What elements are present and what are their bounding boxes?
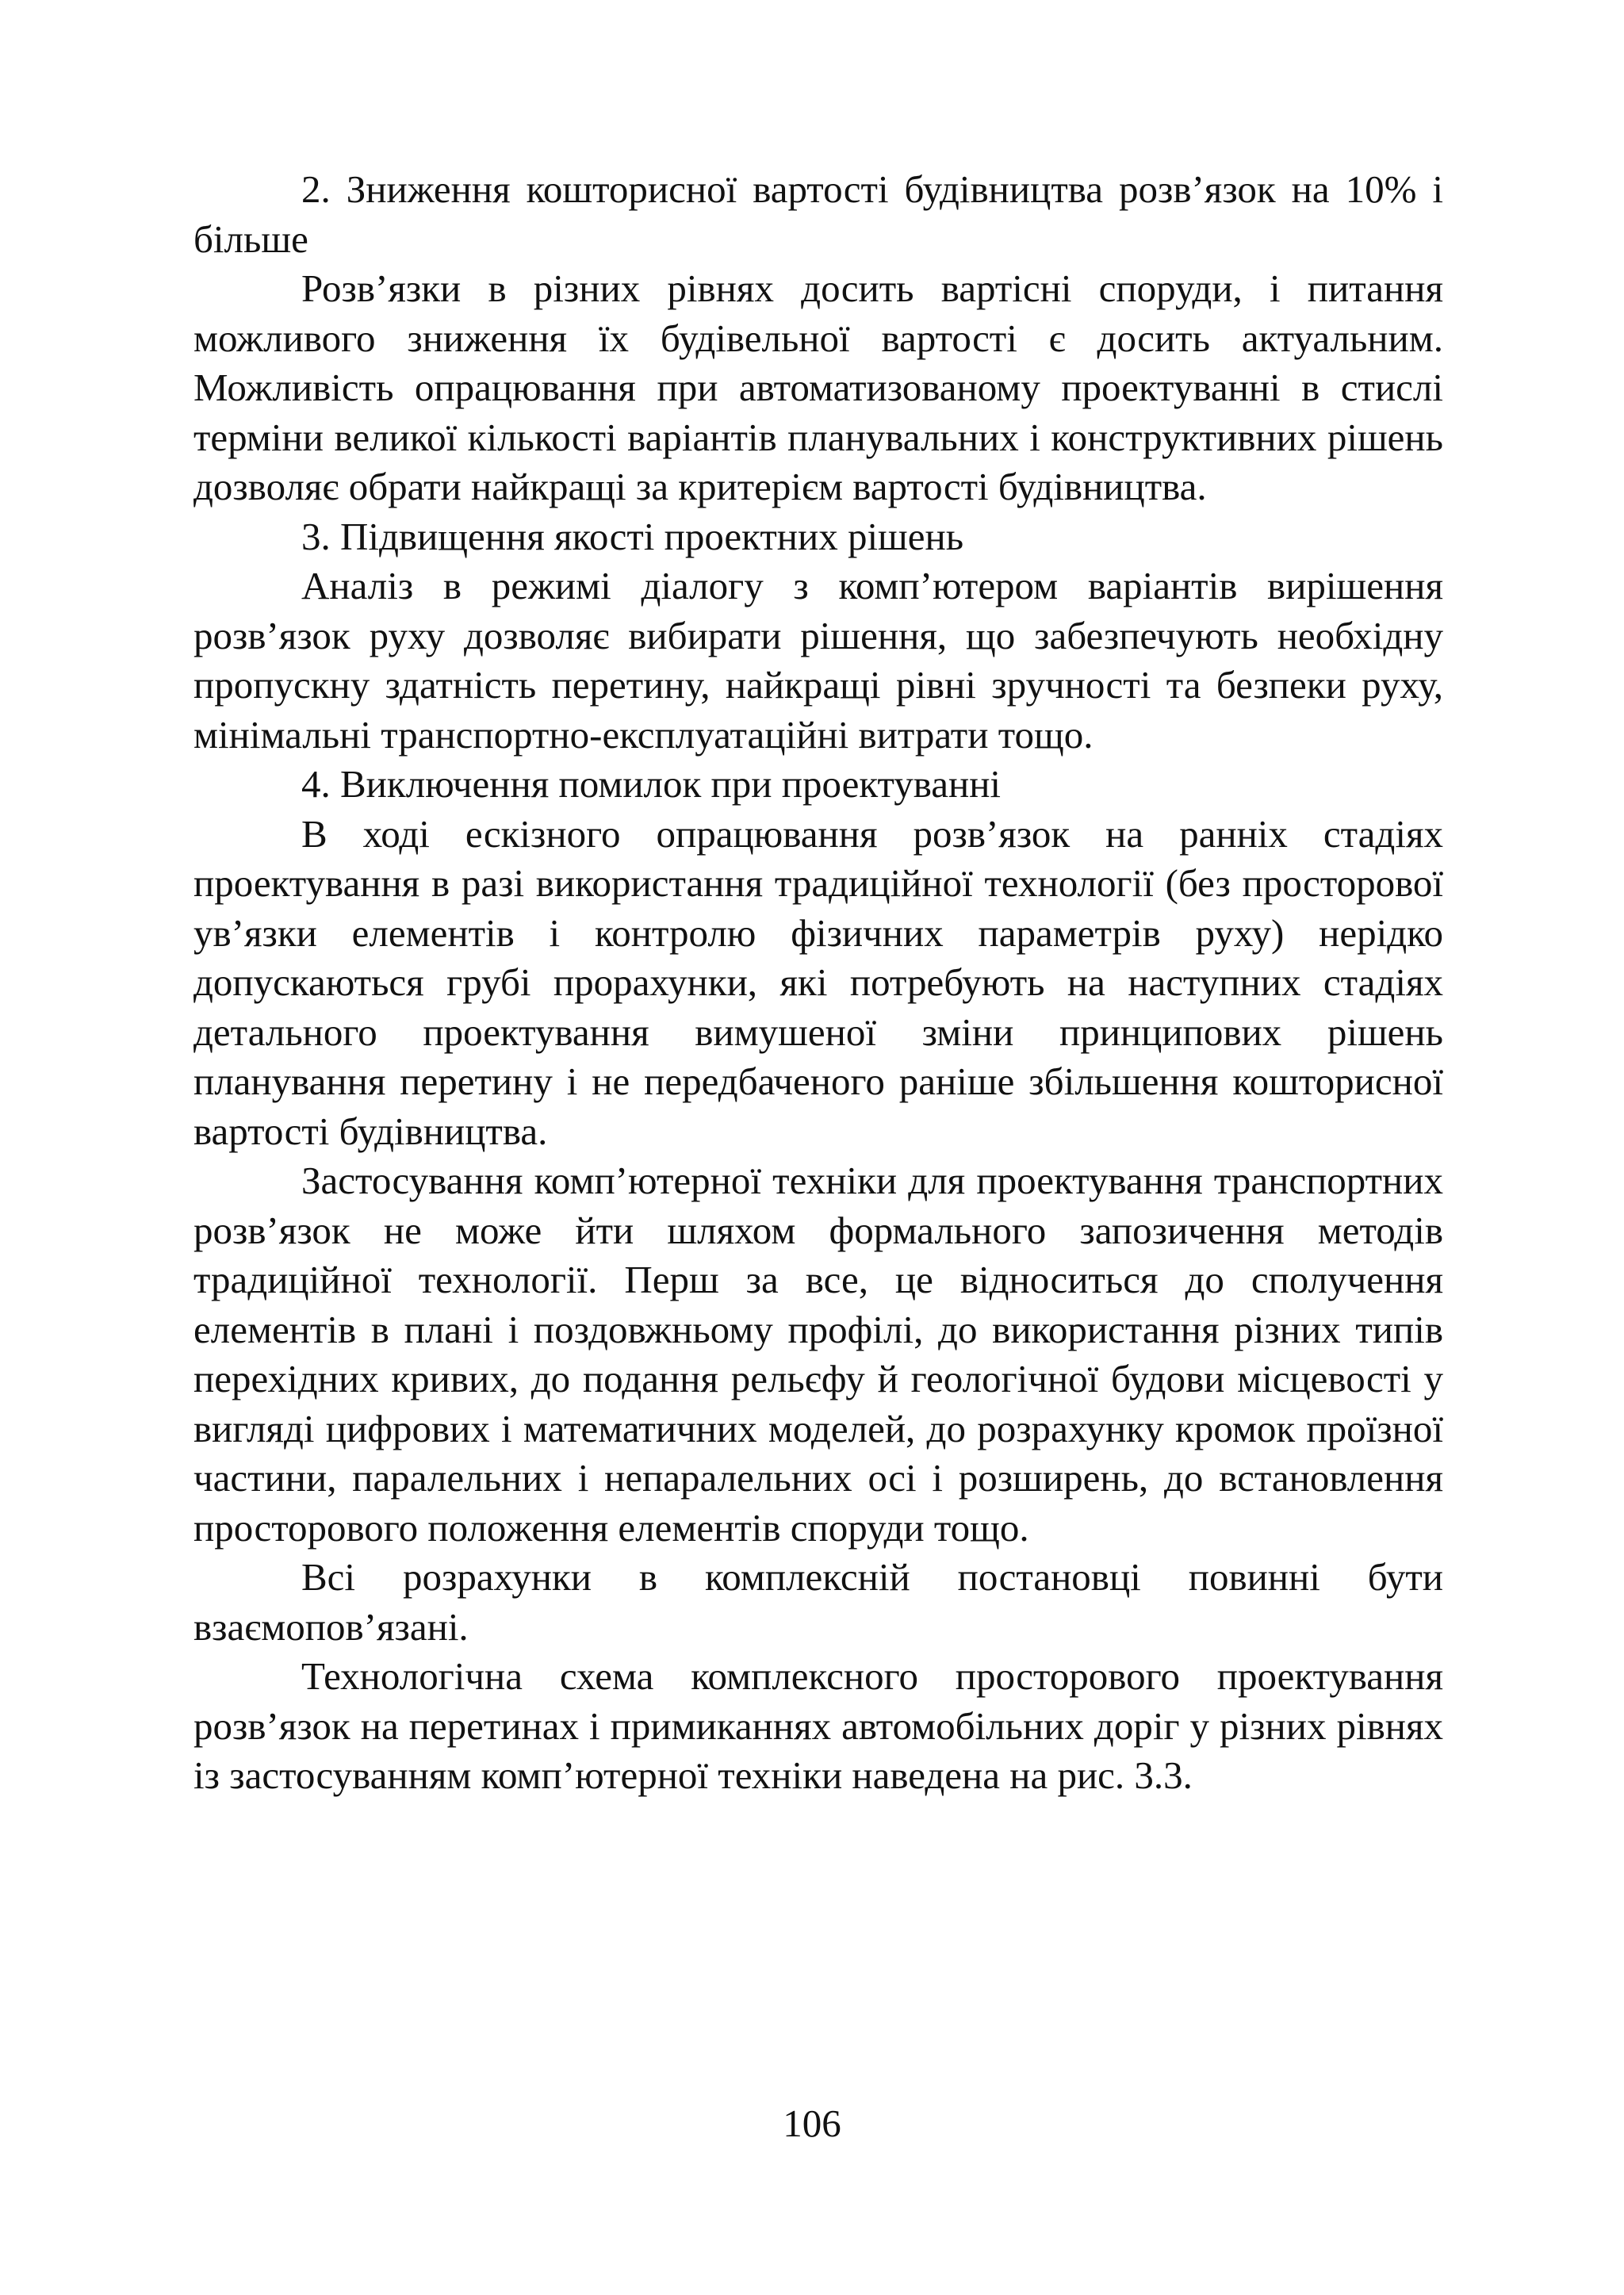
paragraph-quality: Аналіз в режимі діалогу з комп’ютером варіантів вирішення розв’язок руху дозволяє вибирати рішення, що забезпечують необхідну пропускну здатність перетину, найкращі рівні зручності та безпеки руху, мінімальні транспортно-експлуатаційні витрати тощо. — [193, 564, 1443, 757]
paragraph-tech-scheme: Технологічна схема комплексного просторового проектування розв’язок на перетинах і примиканнях автомобільних доріг у різних рівнях із застосуванням комп’ютерної техніки наведена на рис. 3.3. — [193, 1654, 1443, 1797]
paragraph-interconnected: Всі розрахунки в комплексній постановці повинні бути взаємопов’язані. — [193, 1555, 1443, 1649]
paragraph-cost-reduction: Розв’язки в різних рівнях досить вартісні споруди, і питання можливого зниження їх будівельної вартості є досить актуальним. Можливість опрацювання при автоматизованому проектуванні в стислі терміни великої кількості варіантів планувальних і конструктивних рішень дозволяє обрати найкращі за критерієм вартості будівництва. — [193, 266, 1443, 508]
page-number: 106 — [783, 2102, 841, 2145]
item-2-heading: 2. Зниження кошторисної вартості будівництва розв’язок на 10% і більше — [193, 167, 1443, 261]
paragraph-computer-technique: Застосування комп’ютерної техніки для проектування транспортних розв’язок не може йти шляхом формального запозичення методів традиційної технології. Перш за все, це відноситься до сполучення елементів в плані і поздовжньому профілі, до використання різних типів перехідних кривих, до подання рельєфу й геологічної будови місцевості у вигляді цифрових і математичних моделей, до розрахунку кромок проїзної частини, паралельних і непаралельних осі і розширень, до встановлення просторового положення елементів споруди тощо. — [193, 1159, 1443, 1550]
item-4-heading: 4. Виключення помилок при проектуванні — [301, 762, 1002, 806]
page-body — [193, 165, 1443, 1801]
paragraph-error-exclusion: В ході ескізного опрацювання розв’язок на ранніх стадіях проектування в разі використання традиційної технології (без просторової ув’язки елементів і контролю фізичних параметрів руху) нерідко допускаються грубі прорахунки, які потребують на наступних стадіях детального проектування вимушеної зміни принципових рішень планування перетину і не передбаченого раніше збільшення кошторисної вартості будівництва. — [193, 811, 1443, 1153]
item-3-heading: 3. Підвищення якості проектних рішень — [301, 514, 964, 558]
